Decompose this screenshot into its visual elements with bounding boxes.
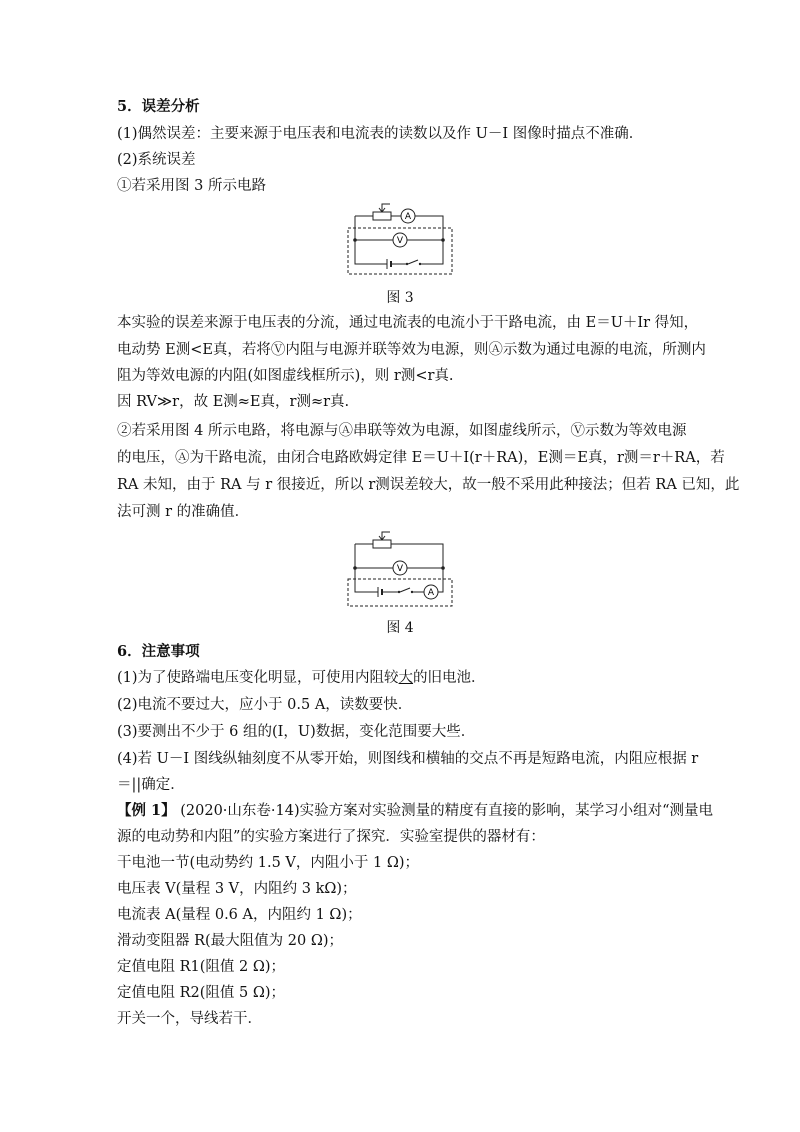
item-1-underlined-word: 大 <box>398 670 414 686</box>
figure-3-ammeter-label: A <box>404 212 412 222</box>
equipment-item: 滑动变阻器 R(最大阻值为 20 Ω)； <box>117 933 344 949</box>
equipment-item: 电压表 V(量程 3 V，内阻约 3 kΩ)； <box>117 881 357 897</box>
equipment-item: 定值电阻 R1(阻值 2 Ω)； <box>117 959 286 975</box>
item-1-text-before: (1)为了使路端电压变化明显，可使用内阻较 <box>117 670 399 686</box>
section-5-paragraph-3: ①若采用图 3 所示电路 <box>117 178 266 194</box>
analysis-1-line-1: 本实验的误差来源于电压表的分流，通过电流表的电流小于干路电流，由 E＝U＋Ir 得知， <box>117 315 699 331</box>
rheostat-resistor <box>373 540 391 548</box>
section-6-item-3: (3)要测出不少于 6 组的(I，U)数据，变化范围要大些． <box>117 724 476 740</box>
equipment-item: 干电池一节(电动势约 1.5 V，内阻小于 1 Ω)； <box>117 855 420 871</box>
section-5-paragraph-1: (1)偶然误差：主要来源于电压表和电流表的读数以及作 U－I 图像时描点不准确． <box>117 126 644 142</box>
example-1-text: (2020·山东卷·14)实验方案对实验测量的精度有直接的影响，某学习小组对“测量电 <box>180 803 714 819</box>
analysis-2-line-3: RA 未知，由于 RA 与 r 很接近，所以 r测误差较大，故一般不采用此种接法；但若 RA 已知，此 <box>117 477 740 493</box>
section-6-item-2: (2)电流不要过大，应小于 0.5 A，读数要快． <box>117 697 413 713</box>
example-1-tag: 【例 1】 <box>117 802 176 819</box>
figure-3-caption: 图 3 <box>386 290 414 306</box>
figure-3-voltmeter-label: V <box>396 236 404 246</box>
figure-4-circuit <box>340 528 460 610</box>
equipment-item: 电流表 A(量程 0.6 A，内阻约 1 Ω)； <box>117 907 362 923</box>
analysis-1-line-4: 因 RV≫r，故 E测≈E真，r测≈r真. <box>117 394 350 410</box>
figure-4-caption: 图 4 <box>386 620 414 636</box>
figure-4-voltmeter-label: V <box>396 564 404 574</box>
figure-4-ammeter-label: A <box>427 588 435 598</box>
example-1-line-1 <box>117 801 713 821</box>
equipment-item: 定值电阻 R2(阻值 5 Ω)； <box>117 985 286 1001</box>
section-6-item-4-line-2: ＝||确定． <box>117 777 185 793</box>
analysis-1-line-2: 电动势 E测<E真，若将Ⓥ内阻与电源并联等效为电源，则Ⓐ示数为通过电源的电流，所测内 <box>117 342 706 358</box>
section-5-heading: 5．误差分析 <box>117 98 200 115</box>
figure-3-circuit <box>340 200 460 280</box>
analysis-2-line-2: 的电压，Ⓐ为干路电流，由闭合电路欧姆定律 E＝U＋I(r＋RA)，E测＝E真，r测＝r＋RA，若 <box>117 450 725 466</box>
analysis-2-line-4: 法可测 r 的准确值． <box>117 504 250 520</box>
section-5-paragraph-2: (2)系统误差 <box>117 152 196 168</box>
rheostat-resistor <box>373 212 391 220</box>
analysis-2-line-1: ②若采用图 4 所示电路，将电源与Ⓐ串联等效为电源，如图虚线所示，Ⓥ示数为等效电源 <box>117 423 687 439</box>
example-1-line-2: 源的电动势和内阻”的实验方案进行了探究．实验室提供的器材有： <box>117 829 545 845</box>
section-6-heading: 6．注意事项 <box>117 643 200 660</box>
section-6-item-4-line-1: (4)若 U－I 图线纵轴刻度不从零开始，则图线和横轴的交点不再是短路电流，内阻应根据 r <box>117 751 699 767</box>
section-6-item-1 <box>117 668 486 688</box>
equipment-item: 开关一个，导线若干． <box>117 1011 262 1027</box>
analysis-1-line-3: 阻为等效电源的内阻(如图虚线框所示)，则 r测<r真. <box>117 368 454 384</box>
item-1-text-after: 的旧电池． <box>413 670 486 686</box>
